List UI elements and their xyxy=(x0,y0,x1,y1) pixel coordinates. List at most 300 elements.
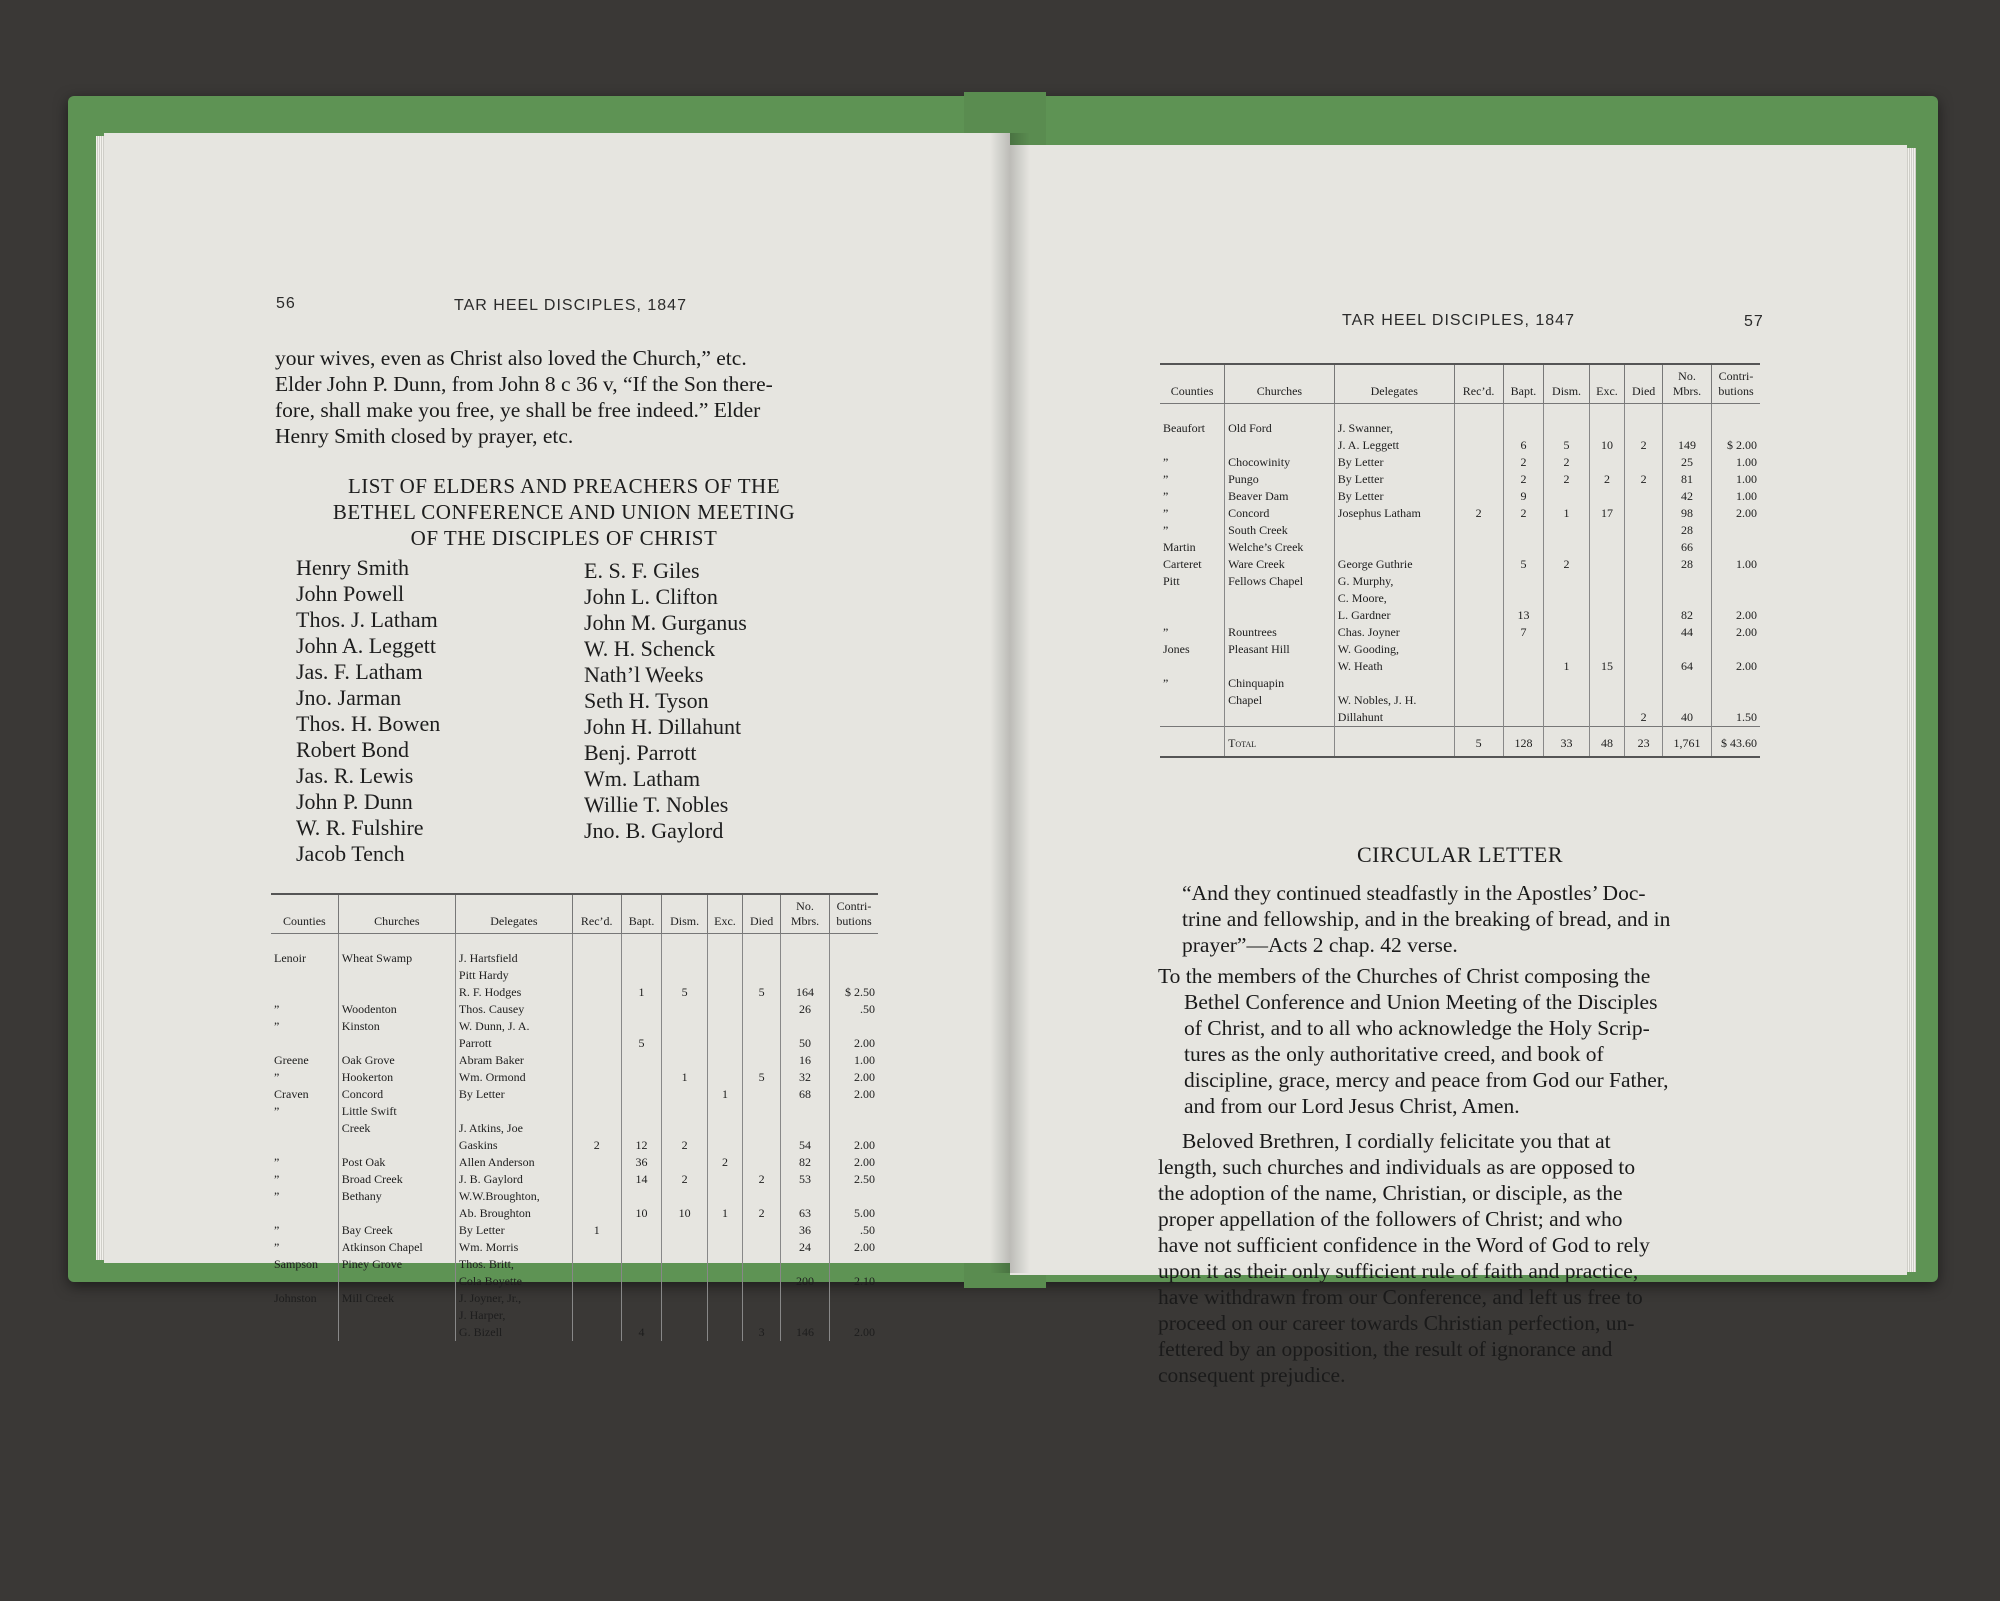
table-cell: ” xyxy=(1163,455,1169,469)
table-cell xyxy=(271,1273,338,1290)
table-cell xyxy=(1663,420,1712,437)
table-cell: 36 xyxy=(621,1154,662,1171)
table-cell xyxy=(271,1120,338,1137)
text-line: fore, shall make you free, ye shall be free indeed.” Elder xyxy=(275,398,761,422)
text-line: Elder John P. Dunn, from John 8 c 36 v, “If the Son there- xyxy=(275,372,773,396)
table-cell xyxy=(621,1001,662,1018)
table-cell xyxy=(1589,522,1625,539)
table-cell xyxy=(1454,692,1503,709)
body-line: have not sufficient confidence in the Word of God to rely xyxy=(1158,1233,1650,1257)
table-cell: 2 xyxy=(1589,471,1625,488)
table-cell: 53 xyxy=(781,1171,830,1188)
address-first-line: To the members of the Churches of Christ composing the xyxy=(1158,964,1651,988)
column-header: Contri-butions xyxy=(1712,364,1761,404)
list-title-line: BETHEL CONFERENCE AND UNION MEETING xyxy=(332,500,796,524)
table-row xyxy=(1160,420,1760,437)
table-cell: 9 xyxy=(1503,488,1544,505)
preacher-name: John A. Leggett xyxy=(296,633,436,658)
table-cell: 10 xyxy=(621,1205,662,1222)
table-cell xyxy=(1503,590,1544,607)
table-cell: By Letter xyxy=(1334,471,1454,488)
table-cell: 2 xyxy=(707,1154,742,1171)
preacher-name: W. H. Schenck xyxy=(584,636,716,661)
table-cell xyxy=(1544,573,1589,590)
table-cell: Concord xyxy=(338,1086,455,1103)
table-cell: W. Heath xyxy=(1334,658,1454,675)
table-cell xyxy=(621,1256,662,1273)
table-cell xyxy=(830,1290,879,1307)
column-header: Delegates xyxy=(1334,364,1454,404)
table-cell: 2.00 xyxy=(1712,607,1761,624)
table-cell: 146 xyxy=(781,1324,830,1341)
preacher-name: Thos. J. Latham xyxy=(296,607,438,632)
table-cell: 50 xyxy=(781,1035,830,1052)
table-cell xyxy=(621,1188,662,1205)
table-cell: 23 xyxy=(1625,727,1663,758)
quote-line: “And they continued steadfastly in the Apostles’ Doc- xyxy=(1182,881,1646,905)
table-cell xyxy=(1454,471,1503,488)
table-cell xyxy=(1454,556,1503,573)
table-cell: 2 xyxy=(1503,505,1544,522)
table-cell: 5 xyxy=(1454,727,1503,758)
table-row xyxy=(1160,522,1760,539)
table-cell xyxy=(572,1001,621,1018)
names-column-1 xyxy=(296,555,440,867)
table-row xyxy=(271,1086,878,1103)
table-cell xyxy=(662,1324,707,1341)
table-cell: 2.00 xyxy=(830,1239,879,1256)
table-cell: 44 xyxy=(1663,624,1712,641)
table-cell: 2.00 xyxy=(830,1069,879,1086)
table-cell xyxy=(1334,404,1454,421)
table-cell: Pitt xyxy=(1163,574,1180,588)
table-cell xyxy=(338,967,455,984)
table-cell xyxy=(743,1290,781,1307)
table-cell: 1 xyxy=(1544,505,1589,522)
table-cell: .50 xyxy=(830,1001,879,1018)
paragraph-continuation xyxy=(275,345,975,449)
table-cell xyxy=(271,1205,338,1222)
table-row xyxy=(271,1205,878,1222)
table-cell xyxy=(572,1120,621,1137)
table-cell xyxy=(1454,658,1503,675)
table-cell: 1 xyxy=(662,1069,707,1086)
table-cell xyxy=(1160,658,1225,675)
table-cell: Ab. Broughton xyxy=(455,1205,572,1222)
table-cell xyxy=(830,1120,879,1137)
table-cell xyxy=(572,1273,621,1290)
table-cell xyxy=(1712,692,1761,709)
table-cell xyxy=(1160,404,1225,421)
list-title xyxy=(254,473,874,551)
table-cell: J. B. Gaylord xyxy=(455,1171,572,1188)
circular-letter-address xyxy=(1158,963,1778,1119)
table-cell xyxy=(572,934,621,951)
table-cell xyxy=(572,1171,621,1188)
table-cell: ” xyxy=(274,1223,280,1237)
table-total-row xyxy=(1160,727,1760,758)
table-cell xyxy=(743,934,781,951)
table-cell: Bay Creek xyxy=(338,1222,455,1239)
table-cell: ” xyxy=(274,1104,280,1118)
table-cell: 14 xyxy=(621,1171,662,1188)
page-edges-right xyxy=(1906,148,1916,1272)
table-cell: Wheat Swamp xyxy=(338,950,455,967)
table-cell xyxy=(1625,454,1663,471)
table-cell: 6 xyxy=(1503,437,1544,454)
preacher-name: Thos. H. Bowen xyxy=(296,711,441,736)
table-cell: Parrott xyxy=(455,1035,572,1052)
table-row xyxy=(271,934,878,951)
column-header: Exc. xyxy=(1589,364,1625,404)
table-cell: 128 xyxy=(1503,727,1544,758)
table-cell: R. F. Hodges xyxy=(455,984,572,1001)
table-cell: 164 xyxy=(781,984,830,1001)
table-cell xyxy=(455,934,572,951)
table-cell xyxy=(707,1069,742,1086)
table-cell: 2 xyxy=(572,1137,621,1154)
table-cell: 26 xyxy=(781,1001,830,1018)
table-cell: 2.00 xyxy=(1712,658,1761,675)
column-header: Bapt. xyxy=(621,894,662,934)
table-cell: Total xyxy=(1225,727,1335,758)
table-cell: ” xyxy=(1163,625,1169,639)
table-cell xyxy=(621,1069,662,1086)
right-page xyxy=(1010,145,1907,1387)
table-cell xyxy=(1589,556,1625,573)
table-cell xyxy=(662,1086,707,1103)
table-cell xyxy=(662,1307,707,1324)
table-cell xyxy=(1503,675,1544,692)
table-cell xyxy=(572,1205,621,1222)
table-cell xyxy=(1454,404,1503,421)
table-cell xyxy=(662,1018,707,1035)
table-cell: Gaskins xyxy=(455,1137,572,1154)
table-row xyxy=(271,1018,878,1035)
body-line: proper appellation of the followers of Christ; and who xyxy=(1158,1207,1623,1231)
table-row xyxy=(1160,709,1760,727)
table-cell: Abram Baker xyxy=(455,1052,572,1069)
table-cell: 4 xyxy=(621,1324,662,1341)
table-row xyxy=(1160,471,1760,488)
table-cell xyxy=(1334,675,1454,692)
table-cell xyxy=(572,1256,621,1273)
table-cell xyxy=(707,950,742,967)
table-row xyxy=(1160,641,1760,658)
address-line: tures as the only authoritative creed, and book of xyxy=(1184,1042,1604,1066)
table-cell xyxy=(338,1307,455,1324)
column-header: Contri-butions xyxy=(830,894,879,934)
table-row xyxy=(1160,590,1760,607)
table-cell xyxy=(338,1205,455,1222)
running-head-right: TAR HEEL DISCIPLES, 1847 xyxy=(1342,312,1575,329)
table-row xyxy=(271,950,878,967)
table-cell xyxy=(743,967,781,984)
column-header: Dism. xyxy=(1544,364,1589,404)
table-row xyxy=(271,1001,878,1018)
table-cell xyxy=(338,1324,455,1341)
table-cell: 17 xyxy=(1589,505,1625,522)
table-cell: South Creek xyxy=(1225,522,1335,539)
table-cell xyxy=(1625,573,1663,590)
table-row xyxy=(271,1256,878,1273)
table-cell: 2 xyxy=(743,1171,781,1188)
preacher-name: Jas. R. Lewis xyxy=(296,763,414,788)
page-number-right: 57 xyxy=(1744,313,1764,330)
column-header: Counties xyxy=(271,894,338,934)
table-cell: 33 xyxy=(1544,727,1589,758)
table-cell: 2 xyxy=(662,1137,707,1154)
table-cell: Ware Creek xyxy=(1225,556,1335,573)
table-cell xyxy=(743,1239,781,1256)
table-cell: 54 xyxy=(781,1137,830,1154)
table-cell: 2 xyxy=(1503,471,1544,488)
table-cell: Craven xyxy=(274,1087,309,1101)
table-cell: Welche’s Creek xyxy=(1225,539,1335,556)
preacher-name: John H. Dillahunt xyxy=(584,714,742,739)
table-cell xyxy=(1589,420,1625,437)
table-cell: George Guthrie xyxy=(1334,556,1454,573)
table-cell xyxy=(662,1273,707,1290)
table-cell: 16 xyxy=(781,1052,830,1069)
table-cell: 2.00 xyxy=(830,1035,879,1052)
table-cell xyxy=(1454,675,1503,692)
table-cell xyxy=(707,1103,742,1120)
table-cell xyxy=(743,1103,781,1120)
preacher-name: John L. Clifton xyxy=(584,584,718,609)
table-cell: 2.50 xyxy=(830,1171,879,1188)
table-cell: $ 2.50 xyxy=(830,984,879,1001)
table-cell xyxy=(572,950,621,967)
table-cell xyxy=(707,1018,742,1035)
address-line: Bethel Conference and Union Meeting of the Disciples xyxy=(1184,990,1658,1014)
table-cell: Sampson xyxy=(274,1257,319,1271)
table-cell: 149 xyxy=(1663,437,1712,454)
table-cell: Oak Grove xyxy=(338,1052,455,1069)
table-cell: 2 xyxy=(1544,454,1589,471)
table-cell xyxy=(1544,692,1589,709)
table-cell xyxy=(662,1001,707,1018)
table-cell: 98 xyxy=(1663,505,1712,522)
table-cell: 5 xyxy=(1503,556,1544,573)
table-cell: Cola Boyette xyxy=(455,1273,572,1290)
table-cell: Post Oak xyxy=(338,1154,455,1171)
table-cell: 1.00 xyxy=(1712,471,1761,488)
table-cell xyxy=(830,950,879,967)
table-cell: By Letter xyxy=(455,1222,572,1239)
table-cell xyxy=(830,967,879,984)
table-cell: Pleasant Hill xyxy=(1225,641,1335,658)
table-cell: 2 xyxy=(743,1205,781,1222)
table-cell: 2.00 xyxy=(830,1086,879,1103)
table-cell: 15 xyxy=(1589,658,1625,675)
table-cell: ” xyxy=(274,1002,280,1016)
church-table-right xyxy=(1160,363,1762,758)
table-cell: 3 xyxy=(743,1324,781,1341)
table-cell xyxy=(1589,404,1625,421)
table-cell xyxy=(707,1001,742,1018)
table-cell: 13 xyxy=(1503,607,1544,624)
table-cell xyxy=(1503,709,1544,727)
table-cell: 28 xyxy=(1663,522,1712,539)
table-cell xyxy=(1503,522,1544,539)
column-header: No. Mbrs. xyxy=(1663,364,1712,404)
table-cell: W. Nobles, J. H. xyxy=(1334,692,1454,709)
table-cell xyxy=(1503,404,1544,421)
table-cell xyxy=(1454,607,1503,624)
table-cell xyxy=(830,1307,879,1324)
table-cell: 1 xyxy=(707,1205,742,1222)
table-row xyxy=(1160,658,1760,675)
table-cell xyxy=(1712,675,1761,692)
preacher-name: Seth H. Tyson xyxy=(584,688,709,713)
table-cell: 1.00 xyxy=(1712,556,1761,573)
table-cell: Hookerton xyxy=(338,1069,455,1086)
table-cell: Johnston xyxy=(274,1291,317,1305)
table-cell xyxy=(1625,522,1663,539)
table-cell: 5 xyxy=(743,1069,781,1086)
table-cell: 2 xyxy=(1544,471,1589,488)
table-cell xyxy=(707,1120,742,1137)
table-cell xyxy=(662,1290,707,1307)
table-cell xyxy=(1663,404,1712,421)
column-header: Bapt. xyxy=(1503,364,1544,404)
table-cell: 5 xyxy=(743,984,781,1001)
address-line: of Christ, and to all who acknowledge the Holy Scrip- xyxy=(1184,1016,1650,1040)
table-cell xyxy=(1160,692,1225,709)
table-cell xyxy=(1625,556,1663,573)
table-cell: 2 xyxy=(1503,454,1544,471)
table-cell: 63 xyxy=(781,1205,830,1222)
table-cell xyxy=(1544,590,1589,607)
table-cell: 1.00 xyxy=(1712,454,1761,471)
table-cell xyxy=(1334,727,1454,758)
table-cell xyxy=(1160,590,1225,607)
table-cell xyxy=(1160,437,1225,454)
table-cell: Carteret xyxy=(1163,557,1202,571)
table-cell: J. Hartsfield xyxy=(455,950,572,967)
table-cell xyxy=(743,1001,781,1018)
table-cell xyxy=(455,1103,572,1120)
table-cell: Thos. Britt, xyxy=(455,1256,572,1273)
table-cell: 2.00 xyxy=(830,1154,879,1171)
table-cell xyxy=(1625,505,1663,522)
preacher-name: Nath’l Weeks xyxy=(584,662,704,687)
table-cell xyxy=(572,967,621,984)
body-line: length, such churches and individuals as are opposed to xyxy=(1158,1155,1636,1179)
table-row xyxy=(1160,573,1760,590)
table-cell xyxy=(1589,454,1625,471)
table-cell xyxy=(338,984,455,1001)
table-cell: ” xyxy=(1163,523,1169,537)
table-cell xyxy=(1589,641,1625,658)
body-line: consequent prejudice. xyxy=(1158,1363,1346,1387)
table-cell xyxy=(743,1307,781,1324)
table-cell xyxy=(1454,573,1503,590)
table-cell xyxy=(572,1052,621,1069)
table-cell xyxy=(1454,624,1503,641)
table-cell xyxy=(338,1137,455,1154)
table-cell xyxy=(1225,437,1335,454)
table-cell xyxy=(830,1256,879,1273)
table-cell: 1.50 xyxy=(1712,709,1761,727)
table-cell xyxy=(1625,675,1663,692)
circular-letter-quote xyxy=(1158,880,1778,958)
table-row xyxy=(271,1154,878,1171)
table-cell xyxy=(1589,675,1625,692)
preacher-name: Benj. Parrott xyxy=(584,740,697,765)
table-cell xyxy=(1589,573,1625,590)
table-cell xyxy=(1589,624,1625,641)
table-cell: J. Atkins, Joe xyxy=(455,1120,572,1137)
table-cell: Martin xyxy=(1163,540,1196,554)
table-cell xyxy=(1544,420,1589,437)
table-cell xyxy=(662,1222,707,1239)
text-line: Henry Smith closed by prayer, etc. xyxy=(275,424,574,448)
table-cell: Pitt Hardy xyxy=(455,967,572,984)
table-cell xyxy=(1160,607,1225,624)
table-cell xyxy=(1544,404,1589,421)
preacher-name: John M. Gurganus xyxy=(584,610,747,635)
quote-line: prayer”—Acts 2 chap. 42 verse. xyxy=(1182,933,1458,957)
table-cell xyxy=(1225,590,1335,607)
running-head-left: TAR HEEL DISCIPLES, 1847 xyxy=(454,297,687,314)
table-cell xyxy=(621,934,662,951)
table-cell: 2 xyxy=(662,1171,707,1188)
address-line: discipline, grace, mercy and peace from God our Father, xyxy=(1184,1068,1669,1092)
table-cell xyxy=(1663,675,1712,692)
table-cell xyxy=(621,1018,662,1035)
column-header: Dism. xyxy=(662,894,707,934)
table-cell xyxy=(1712,522,1761,539)
table-cell: ” xyxy=(1163,676,1169,690)
table-cell xyxy=(1160,727,1225,758)
table-cell xyxy=(1503,420,1544,437)
table-cell: ” xyxy=(274,1189,280,1203)
table-cell: ” xyxy=(274,1155,280,1169)
table-cell: 2 xyxy=(1454,505,1503,522)
table-cell xyxy=(743,950,781,967)
body-line: have withdrawn from our Conference, and left us free to xyxy=(1158,1285,1643,1309)
table-cell xyxy=(1589,488,1625,505)
table-cell xyxy=(1225,709,1335,727)
column-header: Churches xyxy=(338,894,455,934)
table-cell: Josephus Latham xyxy=(1334,505,1454,522)
table-cell: Creek xyxy=(338,1120,455,1137)
table-cell: 2 xyxy=(1625,437,1663,454)
table-row xyxy=(271,967,878,984)
table-cell xyxy=(1625,590,1663,607)
table-row xyxy=(271,1188,878,1205)
table-cell: Bethany xyxy=(338,1188,455,1205)
table-cell xyxy=(621,1222,662,1239)
table-cell: Beaufort xyxy=(1163,421,1205,435)
table-cell xyxy=(662,1120,707,1137)
table-cell: Dillahunt xyxy=(1334,709,1454,727)
body-line: proceed on our career towards Christian perfection, un- xyxy=(1158,1311,1635,1335)
table-cell xyxy=(271,967,338,984)
table-cell xyxy=(707,1137,742,1154)
table-row xyxy=(1160,505,1760,522)
table-row xyxy=(1160,692,1760,709)
table-cell: L. Gardner xyxy=(1334,607,1454,624)
table-row xyxy=(271,1307,878,1324)
table-cell xyxy=(621,1120,662,1137)
table-cell: 10 xyxy=(1589,437,1625,454)
table-cell xyxy=(781,1103,830,1120)
table-cell xyxy=(572,1018,621,1035)
table-cell xyxy=(271,1307,338,1324)
